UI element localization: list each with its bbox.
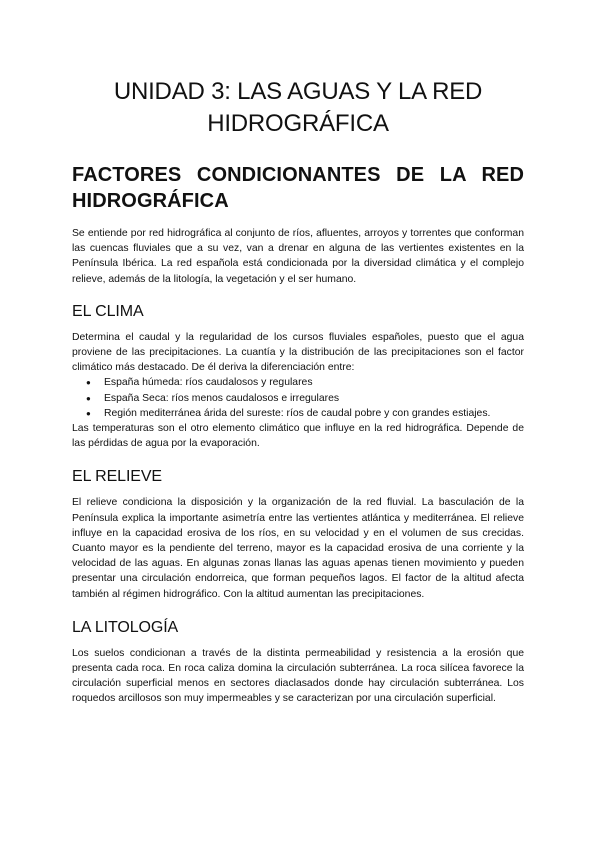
clima-list — [72, 375, 524, 421]
section-heading-factores — [72, 162, 524, 214]
relieve-paragraph: El relieve condiciona la disposición y la organización de la red fluvial. La basculación de la Península explica la importante asimetría entre las vertientes atlántica y mediterránea. El relieve influye en la capacidad erosiva de los ríos, en su velocidad y en el volumen de sus crecidas. Cuanto mayor es la pendiente del terreno, mayor es la capacidad erosiva de una corriente y la velocidad de las aguas. En algunas zonas llanas las aguas apenas tienen movimiento y pueden presentar una circulación endorreica, que forman pequeños lagos. El factor de la altitud afecta también al régimen hidrográfico. Con la altitud aumentan las precipitaciones. — [72, 497, 524, 600]
section-heading-line1: FACTORES CONDICIONANTES DE LA RED — [72, 164, 524, 186]
bullet-icon: ● — [86, 378, 91, 388]
bullet-icon: ● — [86, 393, 91, 403]
clima-paragraph-2: Las temperaturas son el otro elemento climático que influye en la red hidrográfica. Depende de las pérdidas de agua por la evaporación. — [72, 423, 524, 450]
heading-clima: EL CLIMA — [72, 302, 144, 320]
litologia-paragraph: Los suelos condicionan a través de la distinta permeabilidad y resistencia a la erosión que presenta cada roca. En roca caliza domina la circulación subterránea. La roca silícea favorece la circulación superficial menos en sectores diaclasados donde hay circulación subterránea. Los roquedos arcillosos son muy impermeables y se caracterizan por una circulación superficial. — [72, 647, 524, 705]
bullet-icon: ● — [86, 408, 91, 418]
list-item — [86, 391, 524, 406]
list-item — [86, 375, 524, 390]
document-page — [72, 0, 524, 707]
document-title: UNIDAD 3: LAS AGUAS Y LA RED HIDROGRÁFICA — [113, 78, 483, 137]
list-item-text: España húmeda: ríos caudalosos y regulares — [104, 377, 313, 389]
heading-litologia: LA LITOLOGÍA — [72, 618, 179, 636]
section-heading-line2: HIDROGRÁFICA — [72, 190, 229, 212]
list-item-text: España Seca: ríos menos caudalosos e irregulares — [104, 392, 340, 404]
list-item-text: Región mediterránea árida del sureste: ríos de caudal pobre y con grandes estiajes. — [104, 407, 491, 419]
clima-paragraph-1: Determina el caudal y la regularidad de los cursos fluviales españoles, puesto que el agua proviene de las precipitaciones. La cuantía y la distribución de las precipitaciones son el factor climático más destacado. De él deriva la diferenciación entre: — [72, 331, 524, 374]
heading-relieve: EL RELIEVE — [72, 468, 163, 486]
intro-paragraph: Se entiende por red hidrográfica al conjunto de ríos, afluentes, arroyos y torrentes que conforman las cuencas fluviales que a su vez, van a drenar en alguna de las vertientes existentes en la Península Ibérica. La red española está condicionada por la diversidad climática y el complejo relieve, además de la litología, la vegetación y el ser humano. — [72, 228, 524, 285]
list-item — [86, 406, 524, 421]
